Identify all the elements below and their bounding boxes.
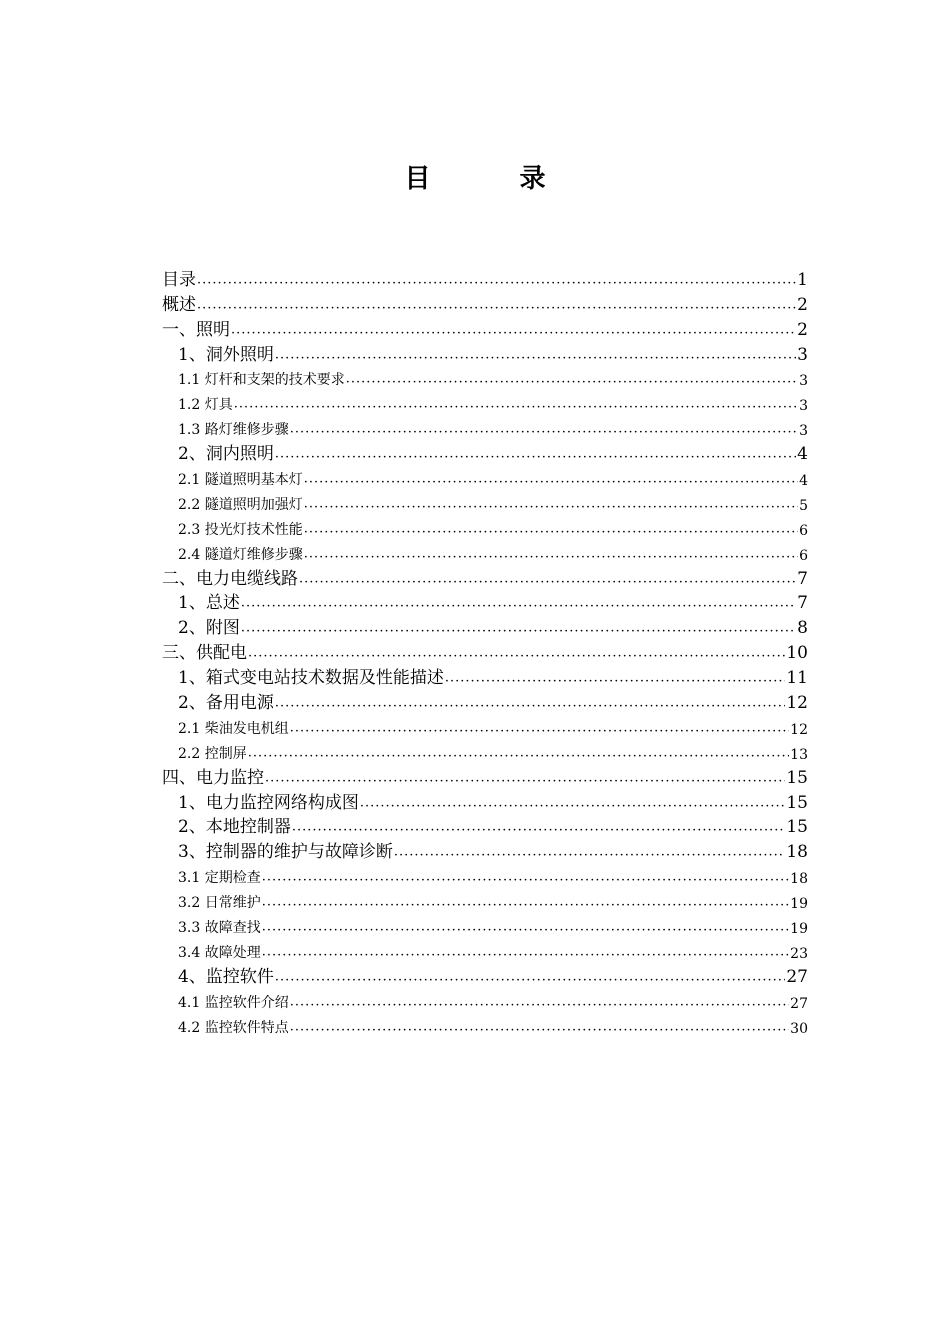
- toc-entry-label: 1.1 灯杆和支架的技术要求: [178, 372, 345, 389]
- toc-entry[interactable]: [162, 713, 808, 738]
- toc-entry[interactable]: [162, 638, 808, 663]
- toc-entry[interactable]: [162, 688, 808, 713]
- toc-entry[interactable]: [162, 265, 808, 290]
- toc-entry-page-number: 7: [797, 568, 808, 589]
- toc-entry-page-number: 18: [790, 871, 808, 888]
- toc-entry-label: 1、箱式变电站技术数据及性能描述: [178, 668, 444, 689]
- toc-leader-dots: [275, 970, 786, 987]
- toc-leader-dots: [290, 1023, 789, 1037]
- toc-entry-page-number: 10: [786, 643, 808, 664]
- toc-entry-label: 1、洞外照明: [178, 344, 274, 365]
- toc-entry-label: 3.3 故障查找: [178, 920, 261, 937]
- toc-entry-page-number: 27: [790, 995, 808, 1012]
- toc-leader-dots: [304, 525, 798, 539]
- toc-entry[interactable]: [162, 962, 808, 987]
- toc-entry-label: 二、电力电缆线路: [162, 568, 298, 589]
- toc-entry-label: 2、附图: [178, 618, 240, 639]
- toc-entry-label: 4.1 监控软件介绍: [178, 994, 289, 1011]
- toc-entry[interactable]: [162, 439, 808, 464]
- toc-entry[interactable]: [162, 290, 808, 315]
- toc-entry-page-number: 19: [790, 896, 808, 913]
- toc-entry-page-number: 12: [786, 693, 808, 714]
- toc-entry[interactable]: [162, 788, 808, 813]
- toc-entry[interactable]: [162, 613, 808, 638]
- toc-entry[interactable]: [162, 315, 808, 340]
- toc-entry[interactable]: [162, 539, 808, 564]
- toc-leader-dots: [262, 898, 789, 912]
- toc-entry-page-number: 30: [790, 1020, 808, 1037]
- toc-entry[interactable]: [162, 813, 808, 838]
- toc-entry[interactable]: [162, 862, 808, 887]
- toc-entry-label: 2.3 投光灯技术性能: [178, 521, 303, 538]
- toc-entry-page-number: 4: [799, 473, 808, 490]
- toc-entry-label: 2、备用电源: [178, 693, 274, 714]
- toc-entry-page-number: 15: [786, 817, 808, 838]
- toc-entry[interactable]: [162, 340, 808, 365]
- toc-leader-dots: [445, 671, 786, 688]
- toc-entry-label: 3、控制器的维护与故障诊断: [178, 842, 393, 863]
- toc-entry-label: 2、本地控制器: [178, 817, 291, 838]
- toc-entry-label: 1、电力监控网络构成图: [178, 792, 359, 813]
- toc-entry-label: 3.4 故障处理: [178, 944, 261, 961]
- toc-leader-dots: [304, 475, 798, 489]
- toc-entry-page-number: 13: [790, 746, 808, 763]
- toc-leader-dots: [262, 948, 789, 962]
- toc-entry-page-number: 27: [786, 966, 808, 987]
- toc-leader-dots: [290, 724, 789, 738]
- toc-entry-page-number: 6: [799, 547, 808, 564]
- toc-entry-label: 1.2 灯具: [178, 397, 233, 414]
- toc-leader-dots: [248, 749, 789, 763]
- toc-entry[interactable]: [162, 663, 808, 688]
- toc-entry[interactable]: [162, 464, 808, 489]
- toc-leader-dots: [304, 500, 798, 514]
- toc-entry-page-number: 3: [799, 373, 808, 390]
- toc-leader-dots: [275, 447, 796, 464]
- toc-entry-label: 4.2 监控软件特点: [178, 1019, 289, 1036]
- toc-entry[interactable]: [162, 987, 808, 1012]
- toc-entry-label: 2.4 隧道灯维修步骤: [178, 546, 303, 563]
- toc-entry[interactable]: [162, 912, 808, 937]
- toc-entry-page-number: 3: [797, 344, 808, 365]
- toc-leader-dots: [299, 572, 796, 589]
- toc-entry-label: 3.2 日常维护: [178, 895, 261, 912]
- toc-entry-label: 概述: [162, 294, 196, 315]
- table-of-contents: [162, 265, 808, 1037]
- toc-entry-page-number: 3: [799, 398, 808, 415]
- toc-leader-dots: [262, 873, 789, 887]
- toc-entry[interactable]: [162, 365, 808, 390]
- toc-entry-label: 2.1 柴油发电机组: [178, 720, 289, 737]
- toc-leader-dots: [231, 323, 796, 340]
- toc-entry-page-number: 11: [786, 668, 808, 689]
- toc-entry-page-number: 15: [786, 767, 808, 788]
- toc-entry-page-number: 5: [799, 497, 808, 514]
- toc-leader-dots: [234, 400, 798, 414]
- toc-entry[interactable]: [162, 589, 808, 614]
- toc-entry[interactable]: [162, 564, 808, 589]
- toc-leader-dots: [346, 375, 798, 389]
- toc-entry[interactable]: [162, 738, 808, 763]
- toc-entry-label: 1.3 路灯维修步骤: [178, 422, 289, 439]
- toc-entry-label: 2.2 控制屏: [178, 745, 247, 762]
- toc-leader-dots: [262, 923, 789, 937]
- toc-entry-page-number: 3: [799, 423, 808, 440]
- toc-entry[interactable]: [162, 489, 808, 514]
- toc-entry-label: 2.2 隧道照明加强灯: [178, 496, 303, 513]
- toc-entry-page-number: 18: [786, 842, 808, 863]
- toc-leader-dots: [394, 845, 786, 862]
- toc-entry[interactable]: [162, 1012, 808, 1037]
- toc-leader-dots: [241, 621, 796, 638]
- toc-leader-dots: [265, 771, 785, 788]
- page-title: 目 录: [404, 164, 586, 194]
- toc-entry[interactable]: [162, 887, 808, 912]
- toc-leader-dots: [241, 596, 796, 613]
- toc-entry-page-number: 12: [790, 721, 808, 738]
- toc-leader-dots: [248, 646, 785, 663]
- toc-entry-page-number: 7: [797, 593, 808, 614]
- toc-entry[interactable]: [162, 763, 808, 788]
- toc-entry-page-number: 1: [797, 269, 808, 290]
- toc-leader-dots: [197, 298, 796, 315]
- toc-leader-dots: [292, 820, 786, 837]
- toc-leader-dots: [197, 273, 796, 290]
- toc-entry[interactable]: [162, 389, 808, 414]
- toc-entry-page-number: 4: [797, 444, 808, 465]
- toc-entry-page-number: 6: [799, 522, 808, 539]
- toc-entry-label: 2、洞内照明: [178, 444, 274, 465]
- toc-entry[interactable]: [162, 414, 808, 439]
- toc-entry-label: 一、照明: [162, 319, 230, 340]
- toc-entry-label: 目录: [162, 269, 196, 290]
- toc-entry-page-number: 15: [786, 792, 808, 813]
- toc-entry-label: 4、监控软件: [178, 966, 274, 987]
- toc-leader-dots: [360, 796, 786, 813]
- toc-leader-dots: [304, 550, 798, 564]
- toc-entry-page-number: 8: [797, 618, 808, 639]
- toc-entry[interactable]: [162, 937, 808, 962]
- toc-leader-dots: [275, 696, 786, 713]
- toc-entry-label: 1、总述: [178, 593, 240, 614]
- toc-entry-label: 四、电力监控: [162, 767, 264, 788]
- toc-entry-label: 2.1 隧道照明基本灯: [178, 472, 303, 489]
- toc-leader-dots: [290, 998, 789, 1012]
- toc-entry-page-number: 19: [790, 921, 808, 938]
- toc-entry-page-number: 2: [797, 319, 808, 340]
- toc-leader-dots: [290, 425, 798, 439]
- toc-entry[interactable]: [162, 514, 808, 539]
- toc-entry-label: 3.1 定期检查: [178, 870, 261, 887]
- toc-leader-dots: [275, 348, 796, 365]
- toc-entry[interactable]: [162, 837, 808, 862]
- toc-entry-label: 三、供配电: [162, 643, 247, 664]
- toc-entry-page-number: 2: [797, 294, 808, 315]
- toc-entry-page-number: 23: [790, 945, 808, 962]
